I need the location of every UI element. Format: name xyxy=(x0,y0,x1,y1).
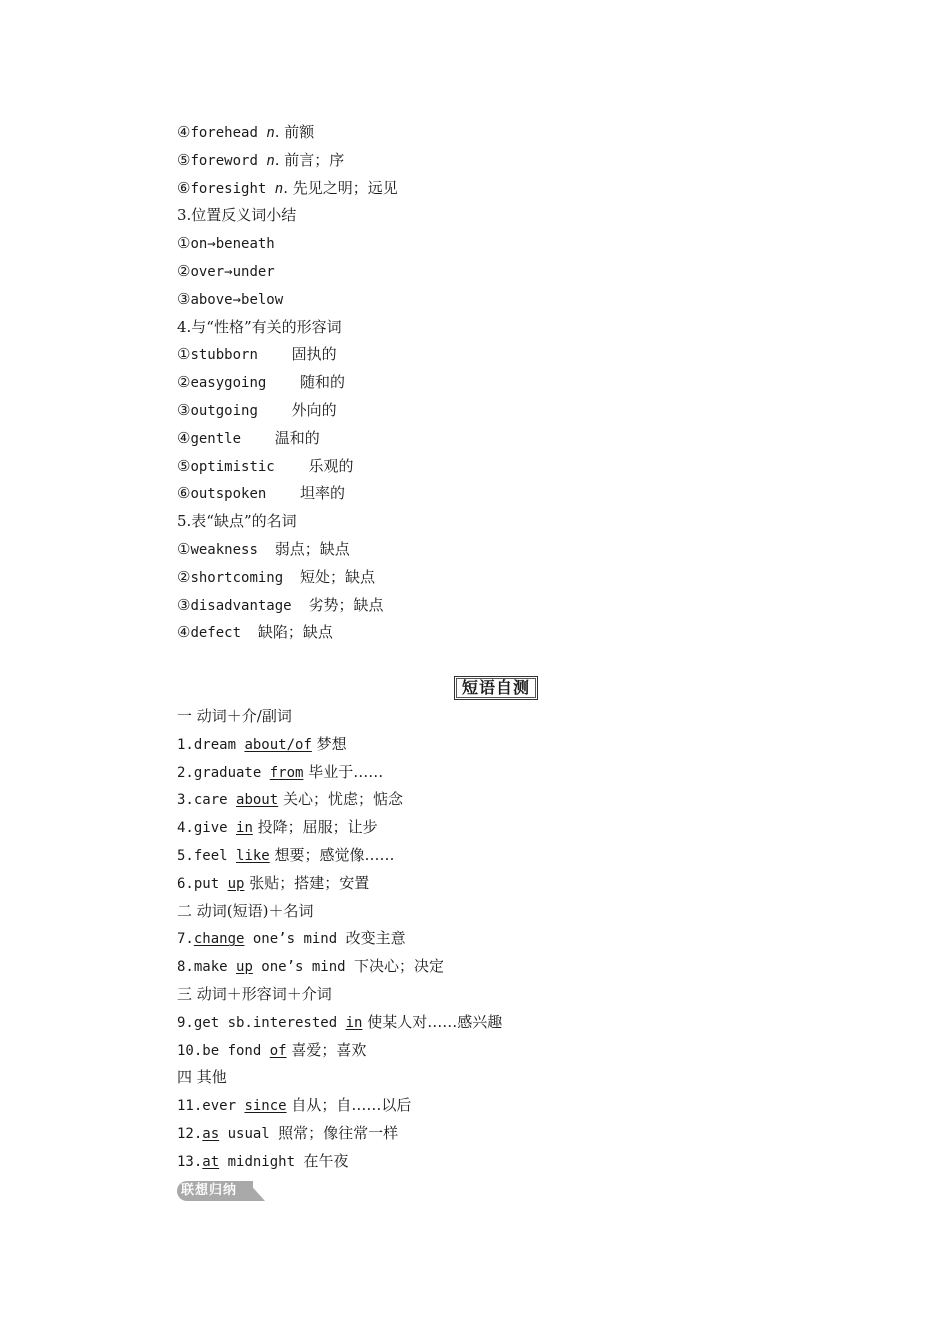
lines-line xyxy=(177,261,275,282)
line-text: forehead xyxy=(190,125,267,141)
line-text: 3.care xyxy=(177,792,237,809)
item-number: ③ xyxy=(177,401,191,419)
line-text: defect xyxy=(190,625,258,642)
section-title: 短语自测 xyxy=(461,678,530,697)
item-number: ① xyxy=(177,345,191,364)
phrases-line xyxy=(177,762,383,783)
line-text: 缺陷；缺点 xyxy=(257,623,333,642)
tag-label: 联想归纳 xyxy=(181,1183,238,1198)
line-text: gentle xyxy=(190,430,275,447)
line-text: outgoing xyxy=(190,403,292,419)
line-text: 下决心；决定 xyxy=(354,957,445,976)
line-text: 9.get sb.interested xyxy=(177,1014,346,1031)
lines-line xyxy=(177,233,275,254)
line-text: above→below xyxy=(190,291,284,308)
item-number: ② xyxy=(177,567,191,586)
line-text: weakness xyxy=(190,542,275,558)
phrases-line xyxy=(177,873,369,894)
lines-line xyxy=(177,428,320,449)
line-text: 关心；忧虑；惦念 xyxy=(278,790,403,809)
item-number: ⑥ xyxy=(177,484,191,503)
association-tag xyxy=(177,1181,269,1201)
phrases-line xyxy=(177,734,347,755)
line-text: 外向的 xyxy=(291,401,337,419)
answer-blank: as xyxy=(202,1126,220,1142)
lines-line xyxy=(177,511,297,531)
item-number: ③ xyxy=(177,595,191,614)
lines-line xyxy=(177,400,337,421)
answer-blank: since xyxy=(244,1098,287,1115)
line-text: 6.put xyxy=(177,875,228,892)
lines-line xyxy=(177,289,283,310)
line-text: 短处；缺点 xyxy=(300,567,376,586)
line-text: 使某人对……感兴趣 xyxy=(362,1012,503,1031)
line-text: 在午夜 xyxy=(303,1151,349,1170)
lines-line xyxy=(177,483,345,504)
answer-blank: in xyxy=(236,820,253,837)
line-text: 4.与“性格”有关的形容词 xyxy=(177,317,342,336)
line-text: 随和的 xyxy=(300,373,346,392)
item-number: ② xyxy=(177,262,191,280)
line-text: 乐观的 xyxy=(308,456,354,475)
answer-blank: at xyxy=(202,1153,220,1170)
phrases-line xyxy=(177,706,292,726)
lines-line xyxy=(177,456,353,477)
phrases-line xyxy=(177,789,403,810)
lines-line xyxy=(177,317,342,337)
phrases-line xyxy=(177,984,332,1004)
line-text: stubborn xyxy=(190,347,292,364)
phrases-line xyxy=(177,845,395,866)
line-text: 7. xyxy=(177,931,194,948)
lines-line xyxy=(177,539,350,560)
phrases-line xyxy=(177,956,444,977)
answer-blank: in xyxy=(345,1014,363,1031)
answer-blank: up xyxy=(236,959,253,976)
answer-blank: from xyxy=(269,764,304,781)
phrases-line xyxy=(177,1012,502,1033)
section-title-box xyxy=(454,676,538,700)
item-number: ① xyxy=(177,234,191,253)
line-text: 喜爱；喜欢 xyxy=(286,1040,367,1059)
line-text: 照常；像往常一样 xyxy=(278,1124,399,1142)
line-text: 5.表“缺点”的名词 xyxy=(177,512,297,531)
line-text: 11.ever xyxy=(177,1098,245,1115)
answer-blank: like xyxy=(236,848,270,864)
line-text: 4.give xyxy=(177,820,237,837)
phrases-line xyxy=(177,1151,348,1172)
line-text: 三 动词＋形容词＋介词 xyxy=(177,985,332,1003)
line-text: 2.graduate xyxy=(177,764,270,781)
phrases-line xyxy=(177,1040,366,1061)
line-text: 改变主意 xyxy=(345,929,406,948)
line-text: 毕业于…… xyxy=(303,762,384,781)
answer-blank: of xyxy=(269,1042,287,1059)
line-text: midnight xyxy=(219,1153,304,1170)
lines-line xyxy=(177,372,345,393)
line-text: 10.be fond xyxy=(177,1042,270,1059)
line-text: 劣势；缺点 xyxy=(308,595,384,614)
line-text: 想要；感觉像…… xyxy=(269,846,395,864)
line-text: usual xyxy=(219,1126,279,1142)
answer-blank: up xyxy=(227,875,245,892)
line-text: . 先见之明；远见 xyxy=(283,178,398,197)
line-text: 3.位置反义词小结 xyxy=(177,206,297,225)
phrases-line xyxy=(177,901,313,921)
line-text: outspoken xyxy=(190,486,301,503)
line-text: foreword xyxy=(190,152,267,169)
phrases-line xyxy=(177,1123,398,1144)
phrases-line xyxy=(177,928,406,949)
line-text: 1.dream xyxy=(177,736,245,753)
item-number: ② xyxy=(177,373,191,392)
line-text: 12. xyxy=(177,1126,203,1142)
item-number: ① xyxy=(177,540,191,558)
line-text: 13. xyxy=(177,1153,203,1170)
line-text: 固执的 xyxy=(291,345,337,364)
line-text: 二 动词(短语)＋名词 xyxy=(177,901,314,920)
line-text: 弱点；缺点 xyxy=(274,540,350,558)
lines-line xyxy=(177,150,344,171)
line-text: n xyxy=(266,125,275,141)
line-text: over→under xyxy=(190,264,275,280)
line-text: . 前言；序 xyxy=(274,150,345,169)
lines-line xyxy=(177,344,337,365)
line-text: foresight xyxy=(190,180,275,197)
lines-line xyxy=(177,122,314,143)
phrases-line xyxy=(177,817,378,838)
line-text: 张贴；搭建；安置 xyxy=(244,873,370,892)
line-text: easygoing xyxy=(190,375,301,392)
line-text: n xyxy=(266,152,275,169)
line-text: optimistic xyxy=(190,458,309,475)
line-text: . 前额 xyxy=(274,123,315,141)
line-text: shortcoming xyxy=(190,569,301,586)
tag-tail-shape xyxy=(247,1181,265,1201)
answer-blank: about xyxy=(236,792,279,809)
lines-line xyxy=(177,595,383,616)
item-number: ⑥ xyxy=(177,178,191,197)
lines-line xyxy=(177,622,333,643)
lines-line xyxy=(177,178,398,199)
lines-line xyxy=(177,205,296,225)
item-number: ⑤ xyxy=(177,456,191,475)
answer-blank: change xyxy=(193,931,245,948)
line-text: n xyxy=(274,180,284,197)
line-text: 四 其他 xyxy=(177,1068,227,1087)
item-number: ⑤ xyxy=(177,150,191,169)
line-text: 自从；自……以后 xyxy=(286,1096,412,1115)
line-text: 温和的 xyxy=(274,428,320,447)
line-text: 8.make xyxy=(177,959,237,976)
phrases-line xyxy=(177,1067,227,1087)
line-text: one’s mind xyxy=(252,959,355,976)
item-number: ④ xyxy=(177,623,191,642)
line-text: 梦想 xyxy=(311,734,347,753)
line-text: one’s mind xyxy=(244,931,346,948)
lines-line xyxy=(177,567,375,588)
item-number: ④ xyxy=(177,428,191,447)
line-text: 坦率的 xyxy=(300,484,346,503)
line-text: 一 动词＋介/副词 xyxy=(177,707,292,725)
line-text: disadvantage xyxy=(190,597,309,614)
answer-blank: about/of xyxy=(244,736,312,753)
item-number: ③ xyxy=(177,289,191,308)
line-text: 投降；屈服；让步 xyxy=(252,818,378,837)
item-number: ④ xyxy=(177,123,191,141)
phrases-line xyxy=(177,1095,411,1116)
line-text: 5.feel xyxy=(177,848,237,864)
line-text: on→beneath xyxy=(190,236,275,253)
